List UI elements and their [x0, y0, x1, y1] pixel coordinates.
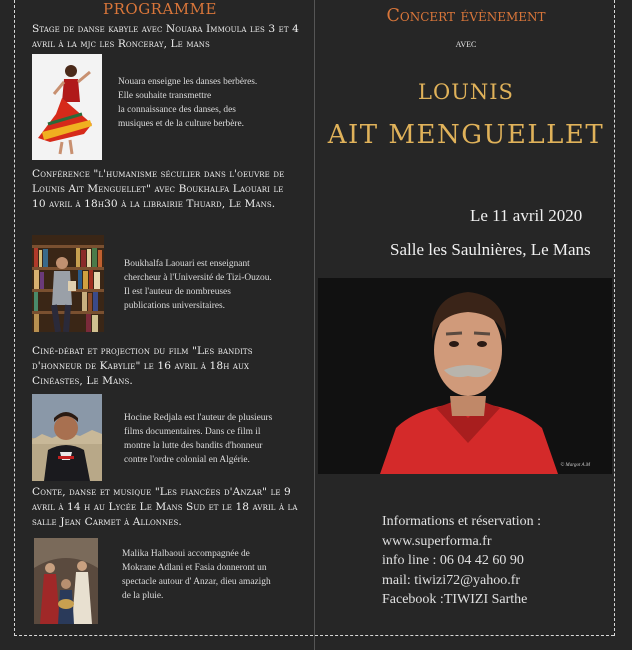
info-block: [382, 512, 541, 610]
artist-first-name: LOUNIS: [418, 80, 514, 104]
program-title: PROGRAMME: [103, 0, 217, 18]
artist-photo: [318, 278, 612, 474]
event-2-heading: Conférence "l'humanisme séculier dans l'oeuvre de Lounis Ait Menguellet" avec Boukhalfa Laouari le 10 avril à 18h30 à la librairie Thuard, Le Mans.: [32, 168, 285, 210]
info-facebook: Facebook :TIWIZI Sarthe: [382, 592, 528, 607]
photo-credit: © Margot A.M: [560, 463, 590, 468]
artist-last-name: AIT MENGUELLET: [327, 120, 605, 150]
fold-line: [314, 0, 315, 650]
library-photo: [32, 235, 104, 332]
info-mail[interactable]: mail: tiwizi72@yahoo.fr: [382, 572, 521, 588]
event-1-description: Nouara enseigne les danses berbères. Elle souhaite transmettre la connaissance des danses, des musiques et de la culture berbère.: [118, 77, 258, 129]
performers-photo: [34, 538, 98, 624]
info-website-link[interactable]: www.superforma.fr: [382, 533, 492, 549]
info-phone: info line : 06 04 42 60 90: [382, 553, 524, 568]
event-4-description: Malika Halbaoui accompagnée de Mokrane Adlani et Fasia donneront un spectacle autour d' Anzar, dieu amazigh de la pluie.: [122, 549, 271, 601]
concert-title: Concert évènement: [386, 6, 546, 26]
concert-date: Le 11 avril 2020: [470, 206, 583, 225]
concert-venue: Salle les Saulnières, Le Mans: [390, 240, 591, 259]
dashed-border-right: [614, 0, 616, 636]
event-1-heading: Stage de danse kabyle avec Nouara Immoula les 3 et 4 avril à la mjc les Ronceray, Le mans: [32, 23, 299, 50]
info-heading: Informations et réservation :: [382, 514, 542, 529]
event-4-heading: Conte, danse et musique "Les fiancées d'Anzar" le 9 avril à 14 h au Lycée Le Mans Sud et le 18 avril à la salle Jean Carmet à Allonnes.: [32, 486, 298, 528]
event-3-description: Hocine Redjala est l'auteur de plusieurs films documentaires. Dans ce film il montre la lutte des bandits d'honneur contre l'ordre colonial en Algérie.: [124, 413, 273, 465]
filmmaker-photo: [32, 394, 102, 481]
event-3-heading: Ciné-débat et projection du film "Les bandits d'honneur de Kabylie" le 16 avril à 18h aux Cinéastes, Le Mans.: [32, 345, 253, 387]
concert-avec: avec: [455, 36, 477, 50]
dashed-border-left: [14, 0, 16, 636]
dancer-photo: [32, 54, 102, 160]
event-2-description: Boukhalfa Laouari est enseignant chercheur à l'Université de Tizi-Ouzou. Il est l'auteur de nombreuses publications universitaires.: [124, 259, 272, 311]
